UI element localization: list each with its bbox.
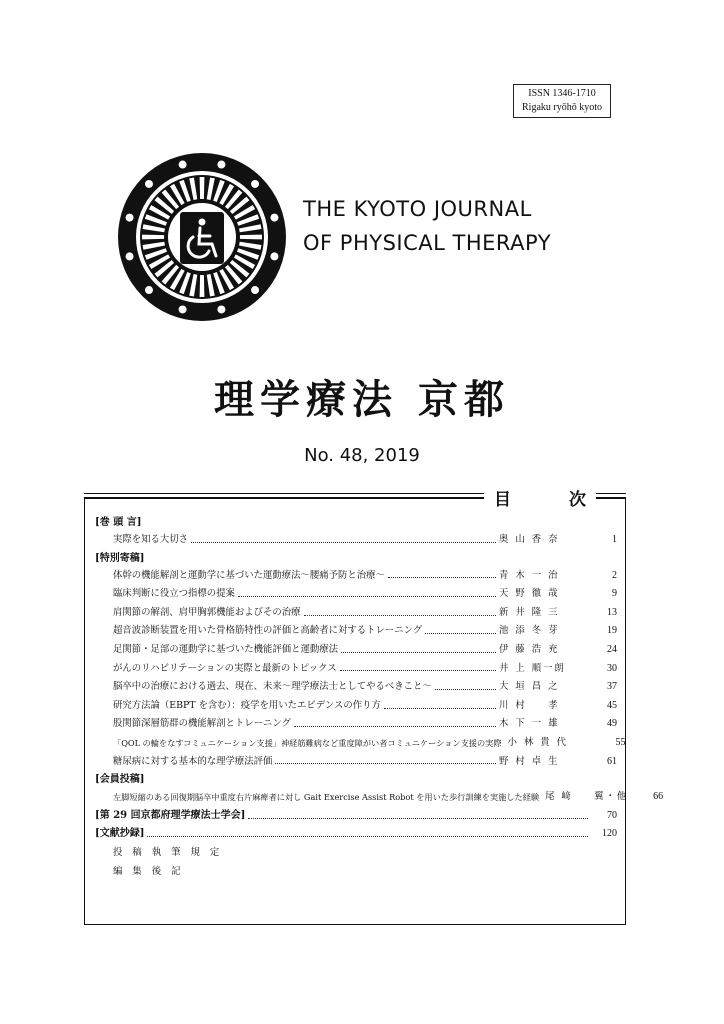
toc-entry-author: 大 垣 昌 之: [499, 681, 560, 693]
journal-japanese-title: 理学療法 京都: [214, 377, 510, 423]
toc-entry-author: 池 添 冬 芽: [499, 625, 560, 637]
toc-section-row: [95, 825, 617, 844]
toc-entry-title: 体幹の機能解剖と運動学に基づいた運動療法～腰痛予防と治療～: [113, 569, 385, 581]
toc-entry-title: 肩関節の解剖、肩甲胸郭機能およびその治療: [113, 606, 301, 618]
journal-logo: [117, 152, 287, 322]
toc-leader-dots: [340, 670, 496, 671]
toc-entry-page: 120: [602, 828, 617, 840]
toc-entry: [95, 697, 617, 716]
toc-entry-title: 研究方法論（EBPT を含む）：疫学を用いたエビデンスの作り方: [113, 699, 381, 711]
issn-number: ISSN 1346-1710: [528, 88, 596, 99]
toc-entry-author: 奥 山 香 奈: [499, 534, 560, 545]
toc-entry: [95, 585, 617, 604]
logo-ray: [142, 235, 164, 240]
logo-ring-mark: [270, 214, 278, 222]
toc-title-char-2: 次: [569, 490, 586, 510]
toc-leader-dots: [248, 818, 588, 819]
logo-ray: [200, 177, 205, 199]
toc-entry-page: 70: [607, 809, 617, 821]
issn-box: [513, 84, 611, 118]
toc-entry-page: 66: [653, 791, 664, 803]
toc-entry: [95, 660, 617, 679]
toc-entry: [95, 531, 617, 550]
toc-header: [84, 485, 626, 509]
toc-leader-dots: [341, 652, 496, 653]
toc-leader-dots: [425, 633, 496, 634]
toc-entry-title: 実際を知る大切さ: [113, 534, 189, 545]
toc-entry-author: 天 野 徹 哉: [499, 588, 560, 600]
toc-entry-author: 井 上 順一朗: [499, 662, 566, 674]
toc-plain-entry: 編集後記: [113, 865, 191, 877]
toc-section-row: [95, 807, 617, 826]
logo-ring-mark: [126, 252, 134, 260]
toc-entry-author: 野 村 卓 生: [499, 755, 560, 767]
toc-entry-author: 川 村 孝: [499, 699, 560, 711]
toc-entry-title: 左脚短縮のある回復期脳卒中重度右片麻痺者に対し Gait Exercise Assist Robot を用いた歩行訓練を実施した経験: [113, 792, 540, 803]
toc-entry-title: 超音波診断装置を用いた骨格筋特性の評価と高齢者に対するトレーニング: [113, 625, 423, 637]
logo-ring-mark: [179, 305, 187, 313]
logo-ray: [200, 275, 205, 297]
toc-section-label: [巻 頭 言]: [95, 517, 142, 528]
logo-ring-mark: [217, 161, 225, 169]
toc-entry: [95, 753, 617, 772]
toc-entry-page: 45: [607, 699, 617, 711]
toc-entry-page: 1: [612, 534, 617, 545]
toc-leader-dots: [388, 577, 496, 578]
toc-leader-dots: [304, 615, 496, 616]
toc-entry-page: 37: [607, 681, 617, 693]
toc-entry-title: 臨床判断に役立つ指標の提案: [113, 588, 235, 600]
toc-entry-page: 30: [607, 662, 617, 674]
toc-entry: [95, 641, 617, 660]
toc-leader-dots: [147, 836, 588, 837]
toc-leader-dots: [275, 763, 496, 764]
issn-romaji: Rigaku ryōhō kyoto: [522, 102, 602, 113]
toc-entry-page: 61: [607, 755, 617, 767]
logo-ray: [240, 235, 262, 240]
logo-ring-mark: [251, 180, 259, 188]
toc-entry-page: 2: [612, 569, 617, 581]
logo-ring-mark: [270, 252, 278, 260]
toc-entry-author: 伊 藤 浩 充: [499, 643, 560, 655]
toc-entry-author: 木 下 一 雄: [499, 718, 560, 730]
toc-header-rule-right: [596, 493, 626, 499]
toc-entry-page: 19: [607, 625, 617, 637]
toc-entry-title: 足関節・足部の運動学に基づいた機能評価と運動療法: [113, 643, 339, 655]
logo-ring-mark: [145, 180, 153, 188]
toc-leader-dots: [191, 542, 496, 543]
toc-body: [95, 514, 664, 881]
toc-entry: [95, 678, 617, 697]
toc-leader-dots: [384, 708, 496, 709]
logo-ring-mark: [217, 305, 225, 313]
toc-leader-dots: [435, 689, 496, 690]
toc-entry-title: がんのリハビリテーションの実際と最新のトピックス: [113, 662, 337, 674]
logo-ring-mark: [145, 286, 153, 294]
toc-entry: [95, 622, 617, 641]
toc-section-label: [特別寄稿]: [95, 552, 145, 564]
journal-english-line2: OF PHYSICAL THERAPY: [303, 231, 552, 255]
toc-title-char-1: 目: [494, 490, 511, 510]
toc-title: [484, 485, 596, 510]
logo-ring-mark: [126, 214, 134, 222]
toc-entry-page: 55: [615, 736, 626, 748]
toc-entry-title: 脳卒中の治療における過去、現在、未来～理学療法士としてやるべきこと～: [113, 681, 432, 693]
toc-entry-author: 小 林 貴 代: [507, 736, 568, 748]
toc-section-label: [会員投稿]: [95, 774, 145, 786]
toc-entry-author: 尾 﨑 翼・他: [545, 791, 629, 803]
logo-ring-mark: [251, 286, 259, 294]
toc-entry: [95, 715, 617, 734]
toc-entry-page: 9: [612, 588, 617, 600]
toc-entry-author: 新 井 隆 三: [499, 606, 560, 618]
journal-english-title: [303, 192, 551, 260]
journal-english-line1: THE KYOTO JOURNAL: [303, 197, 532, 221]
toc-section-title: [第 29 回京都府理学療法士学会]: [95, 809, 246, 821]
toc-plain-entry: 投稿執筆規定: [113, 846, 230, 858]
toc-entry-page: 49: [607, 718, 617, 730]
toc-entry-title: 糖尿病に対する基本的な理学療法評価: [113, 755, 273, 767]
toc-leader-dots: [294, 726, 496, 727]
toc-entry-title: 「QOL の輪をなすコミュニケーション支援」神経筋難病など重度障がい者コミュニケーション支援の実際: [113, 737, 502, 748]
toc-entry-page: 13: [607, 606, 617, 618]
toc-header-rule-left: [84, 493, 484, 499]
logo-ring-mark: [179, 161, 187, 169]
toc-entry: [95, 788, 664, 807]
toc-entry-title: 股関節深層筋群の機能解剖とトレーニング: [113, 718, 291, 730]
toc-entry-author: 青 木 一 治: [499, 569, 560, 581]
issue-number: No. 48, 2019: [304, 445, 420, 466]
toc-leader-dots: [238, 596, 496, 597]
toc-entry: [95, 734, 626, 753]
toc-entry-page: 24: [607, 643, 617, 655]
toc-section-title: [文献抄録]: [95, 828, 145, 840]
toc-entry: [95, 567, 617, 586]
toc-entry: [95, 604, 617, 623]
